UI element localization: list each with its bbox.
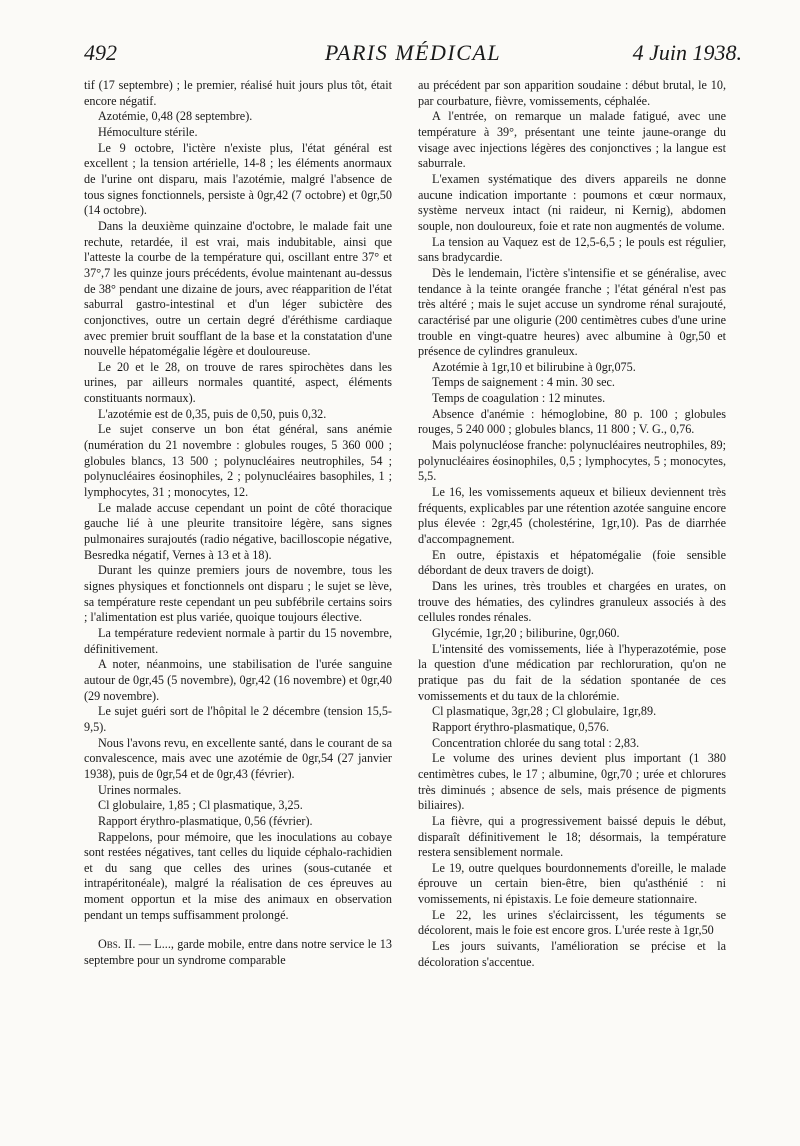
paragraph: Durant les quinze premiers jours de novembre, tous les signes physiques et fonctionnels ont disparu ; le sujet se lève, sa température reste cependant un peu subfébrile certains soirs ; l'alimentation est plus variée, quoique toujours élective. — [84, 563, 392, 625]
paragraph: tif (17 septembre) ; le premier, réalisé huit jours plus tôt, était encore négatif. — [84, 78, 392, 108]
paragraph: Dans les urines, très troubles et chargées en urates, on trouve des hématies, des cylindres granuleux associés à des cellules rondes rénales. — [418, 579, 726, 625]
paragraph: En outre, épistaxis et hépatomégalie (foie sensible débordant de deux travers de doigt). — [418, 547, 726, 578]
paragraph: La tension au Vaquez est de 12,5-6,5 ; le pouls est régulier, sans bradycardie. — [418, 234, 726, 265]
paragraph: Temps de coagulation : 12 minutes. — [432, 391, 606, 406]
issue-date: 4 Juin 1938. — [632, 40, 742, 65]
paragraph: Le volume des urines devient plus important (1 380 centimètres cubes, le 17 ; albumine, 0gr,70 ; urée et chlorures très diminués ; absence de sels, mais présence de pigments biliaires). — [418, 751, 726, 813]
paragraph: Cl plasmatique, 3gr,28 ; Cl globulaire, 1gr,89. — [432, 704, 657, 719]
paragraph: L'examen systématique des divers appareils ne donne aucune indication importante : poumons et cœur normaux, système nerveux intact (ni raideur, ni Kernig), abdomen souple, non douloureux, foie et rate non augmentés de volume. — [418, 171, 726, 233]
observation-heading-paragraph — [84, 937, 392, 968]
paragraph: Le sujet conserve un bon état général, sans anémie (numération du 21 novembre : globules rouges, 5 360 000 ; globules blancs, 13 500 ; polynucléaires neutrophiles, 54 ; polynucléaires éosinophiles, 2 ; polynucléaires basophiles, 1 ; lymphocytes, 31 ; monocytes, 12. — [84, 422, 392, 500]
paragraph: Le 9 octobre, l'ictère n'existe plus, l'état général est excellent ; la tension artérielle, 14-8 ; les éléments anormaux de l'urine ont disparu, mais l'azotémie, malgré l'absence de tous signes fonctionnels, persiste à 0gr,42 (7 octobre) et 0gr,50 (14 octobre). — [84, 140, 392, 218]
paragraph: Temps de saignement : 4 min. 30 sec. — [432, 375, 615, 390]
paragraph: Le 16, les vomissements aqueux et bilieux deviennent très fréquents, explicables par une rétention azotée sanguine encore plus élevée : 2gr,45 (cholestérine, 1gr,10). Pas de diarrhée d'accompagnement. — [418, 485, 726, 547]
paragraph: Mais polynucléose franche: polynucléaires neutrophiles, 89; polynucléaires éosinophiles, 0,5 ; lymphocytes, 5 ; monocytes, 5,5. — [418, 438, 726, 484]
paragraph: Cl globulaire, 1,85 ; Cl plasmatique, 3,25. — [98, 798, 303, 813]
paragraph: Azotémie à 1gr,10 et bilirubine à 0gr,075. — [432, 359, 636, 374]
paragraph: Rapport érythro-plasmatique, 0,56 (février). — [98, 813, 313, 828]
left-column — [84, 78, 392, 969]
paragraph: Le sujet guéri sort de l'hôpital le 2 décembre (tension 15,5-9,5). — [84, 704, 392, 734]
running-header — [84, 40, 742, 72]
observation-text: — L..., garde mobile, entre dans notre service le 13 septembre pour un syndrome comparable — [84, 937, 392, 968]
paragraph: Urines normales. — [98, 782, 182, 797]
paragraph: La fièvre, qui a progressivement baissé depuis le début, disparaît définitivement le 18; désormais, la température restera sensiblement normale. — [418, 813, 726, 860]
paragraph: Rappelons, pour mémoire, que les inoculations au cobaye sont restées négatives, tant celles du liquide céphalo-rachidien et du sang que celles des urines (sous-cutanée et intrapéritonéale), malgré la réalisation de ces épreuves au moment opportun et la mise des animaux en observation pendant un temps suffisamment prolongé. — [84, 829, 392, 922]
paragraph: Les jours suivants, l'amélioration se précise et la décoloration s'accentue. — [418, 939, 726, 969]
paragraph: La température redevient normale à partir du 15 novembre, définitivement. — [84, 625, 392, 656]
paragraph: A noter, néanmoins, une stabilisation de l'urée sanguine autour de 0gr,45 (5 novembre), 0gr,42 (16 novembre) et 0gr,40 (29 novembre). — [84, 657, 392, 703]
paragraph: Absence d'anémie : hémoglobine, 80 p. 100 ; globules rouges, 5 240 000 ; globules blancs, 11 800 ; V. G., 0,76. — [418, 406, 726, 437]
page-number: 492 — [84, 40, 117, 65]
paragraph: L'intensité des vomissements, liée à l'hyperazotémie, pose la question d'une médication par rechloruration, qu'on ne pratique pas du fait de la sédation spontanée de ces vomissements et du taux de la chlorémie. — [418, 641, 726, 703]
right-column — [418, 78, 726, 970]
paragraph: au précédent par son apparition soudaine : début brutal, le 10, par courbature, fièvre, vomissements, céphalée. — [418, 78, 726, 108]
paragraph: Rapport érythro-plasmatique, 0,576. — [432, 719, 610, 734]
paragraph: Le 22, les urines s'éclaircissent, les téguments se décolorent, mais le foie est encore gros. L'urée reste à 1gr,50 — [418, 907, 726, 938]
paragraph: Le 20 et le 28, on trouve de rares spirochètes dans les urines, par ailleurs normales quantité, aspect, éléments constituants normaux). — [84, 359, 392, 406]
paragraph: Glycémie, 1gr,20 ; biliburine, 0gr,060. — [432, 625, 620, 640]
paragraph: Concentration chlorée du sang total : 2,83. — [432, 735, 640, 750]
paragraph: A l'entrée, on remarque un malade fatigué, avec une température à 39°, présentant une teinte jaune-orange du visage avec injections légères des conjonctives ; la langue est saburrale. — [418, 109, 726, 171]
paragraph: Le malade accuse cependant un point de côté thoracique gauche lié à une pleurite transitoire légère, sans signes pulmonaires surajoutés (radio négative, bacilloscopie négative, Besredka négatif, Vernes à 13 et à 18). — [84, 500, 392, 562]
paragraph: Dès le lendemain, l'ictère s'intensifie et se généralise, avec tendance à la teinte orangée franche ; l'état général n'est pas très altéré ; mais le sujet accuse un syndrome rénal surajouté, caractérisé par une oligurie (200 centimètres cubes d'une urine trouble en vingt-quatre heures) avec albumine à 0gr,50 et présence de cylindres granuleux. — [418, 265, 726, 359]
paragraph: Dans la deuxième quinzaine d'octobre, le malade fait une rechute, retardée, il est vrai, mais indubitable, ainsi que l'atteste la courbe de la température qui, oscillant entre 37° et 37°,7 les quinze jours précédents, évolue maintenant au-dessus de 38° pendant une dizaine de jours, avec réapparition de l'état saburral gastro-intestinal et d'un léger subictère des conjonctives, outre un certain degré d'éréthisme cardiaque avec premier bruit soufflant de la base et la constatation d'une nouvelle hépatomégalie légère et douloureuse. — [84, 218, 392, 359]
paragraph: L'azotémie est de 0,35, puis de 0,50, puis 0,32. — [98, 406, 327, 421]
paragraph: Azotémie, 0,48 (28 septembre). — [98, 109, 253, 124]
paragraph: Le 19, outre quelques bourdonnements d'oreille, le malade éprouve un certain bien-être, bien qu'asthénié : ni vomissements, ni épistaxis. Le foie demeure stationnaire. — [418, 860, 726, 907]
paragraph: Nous l'avons revu, en excellente santé, dans le courant de sa convalescence, mais avec une azotémie de 0gr,54 (27 janvier 1938), puis de 0gr,54 et de 0gr,43 (février). — [84, 735, 392, 781]
paragraph: Hémoculture stérile. — [98, 124, 198, 139]
observation-label: Obs. II. — [98, 937, 136, 952]
journal-title: PARIS MÉDICAL — [324, 40, 502, 65]
